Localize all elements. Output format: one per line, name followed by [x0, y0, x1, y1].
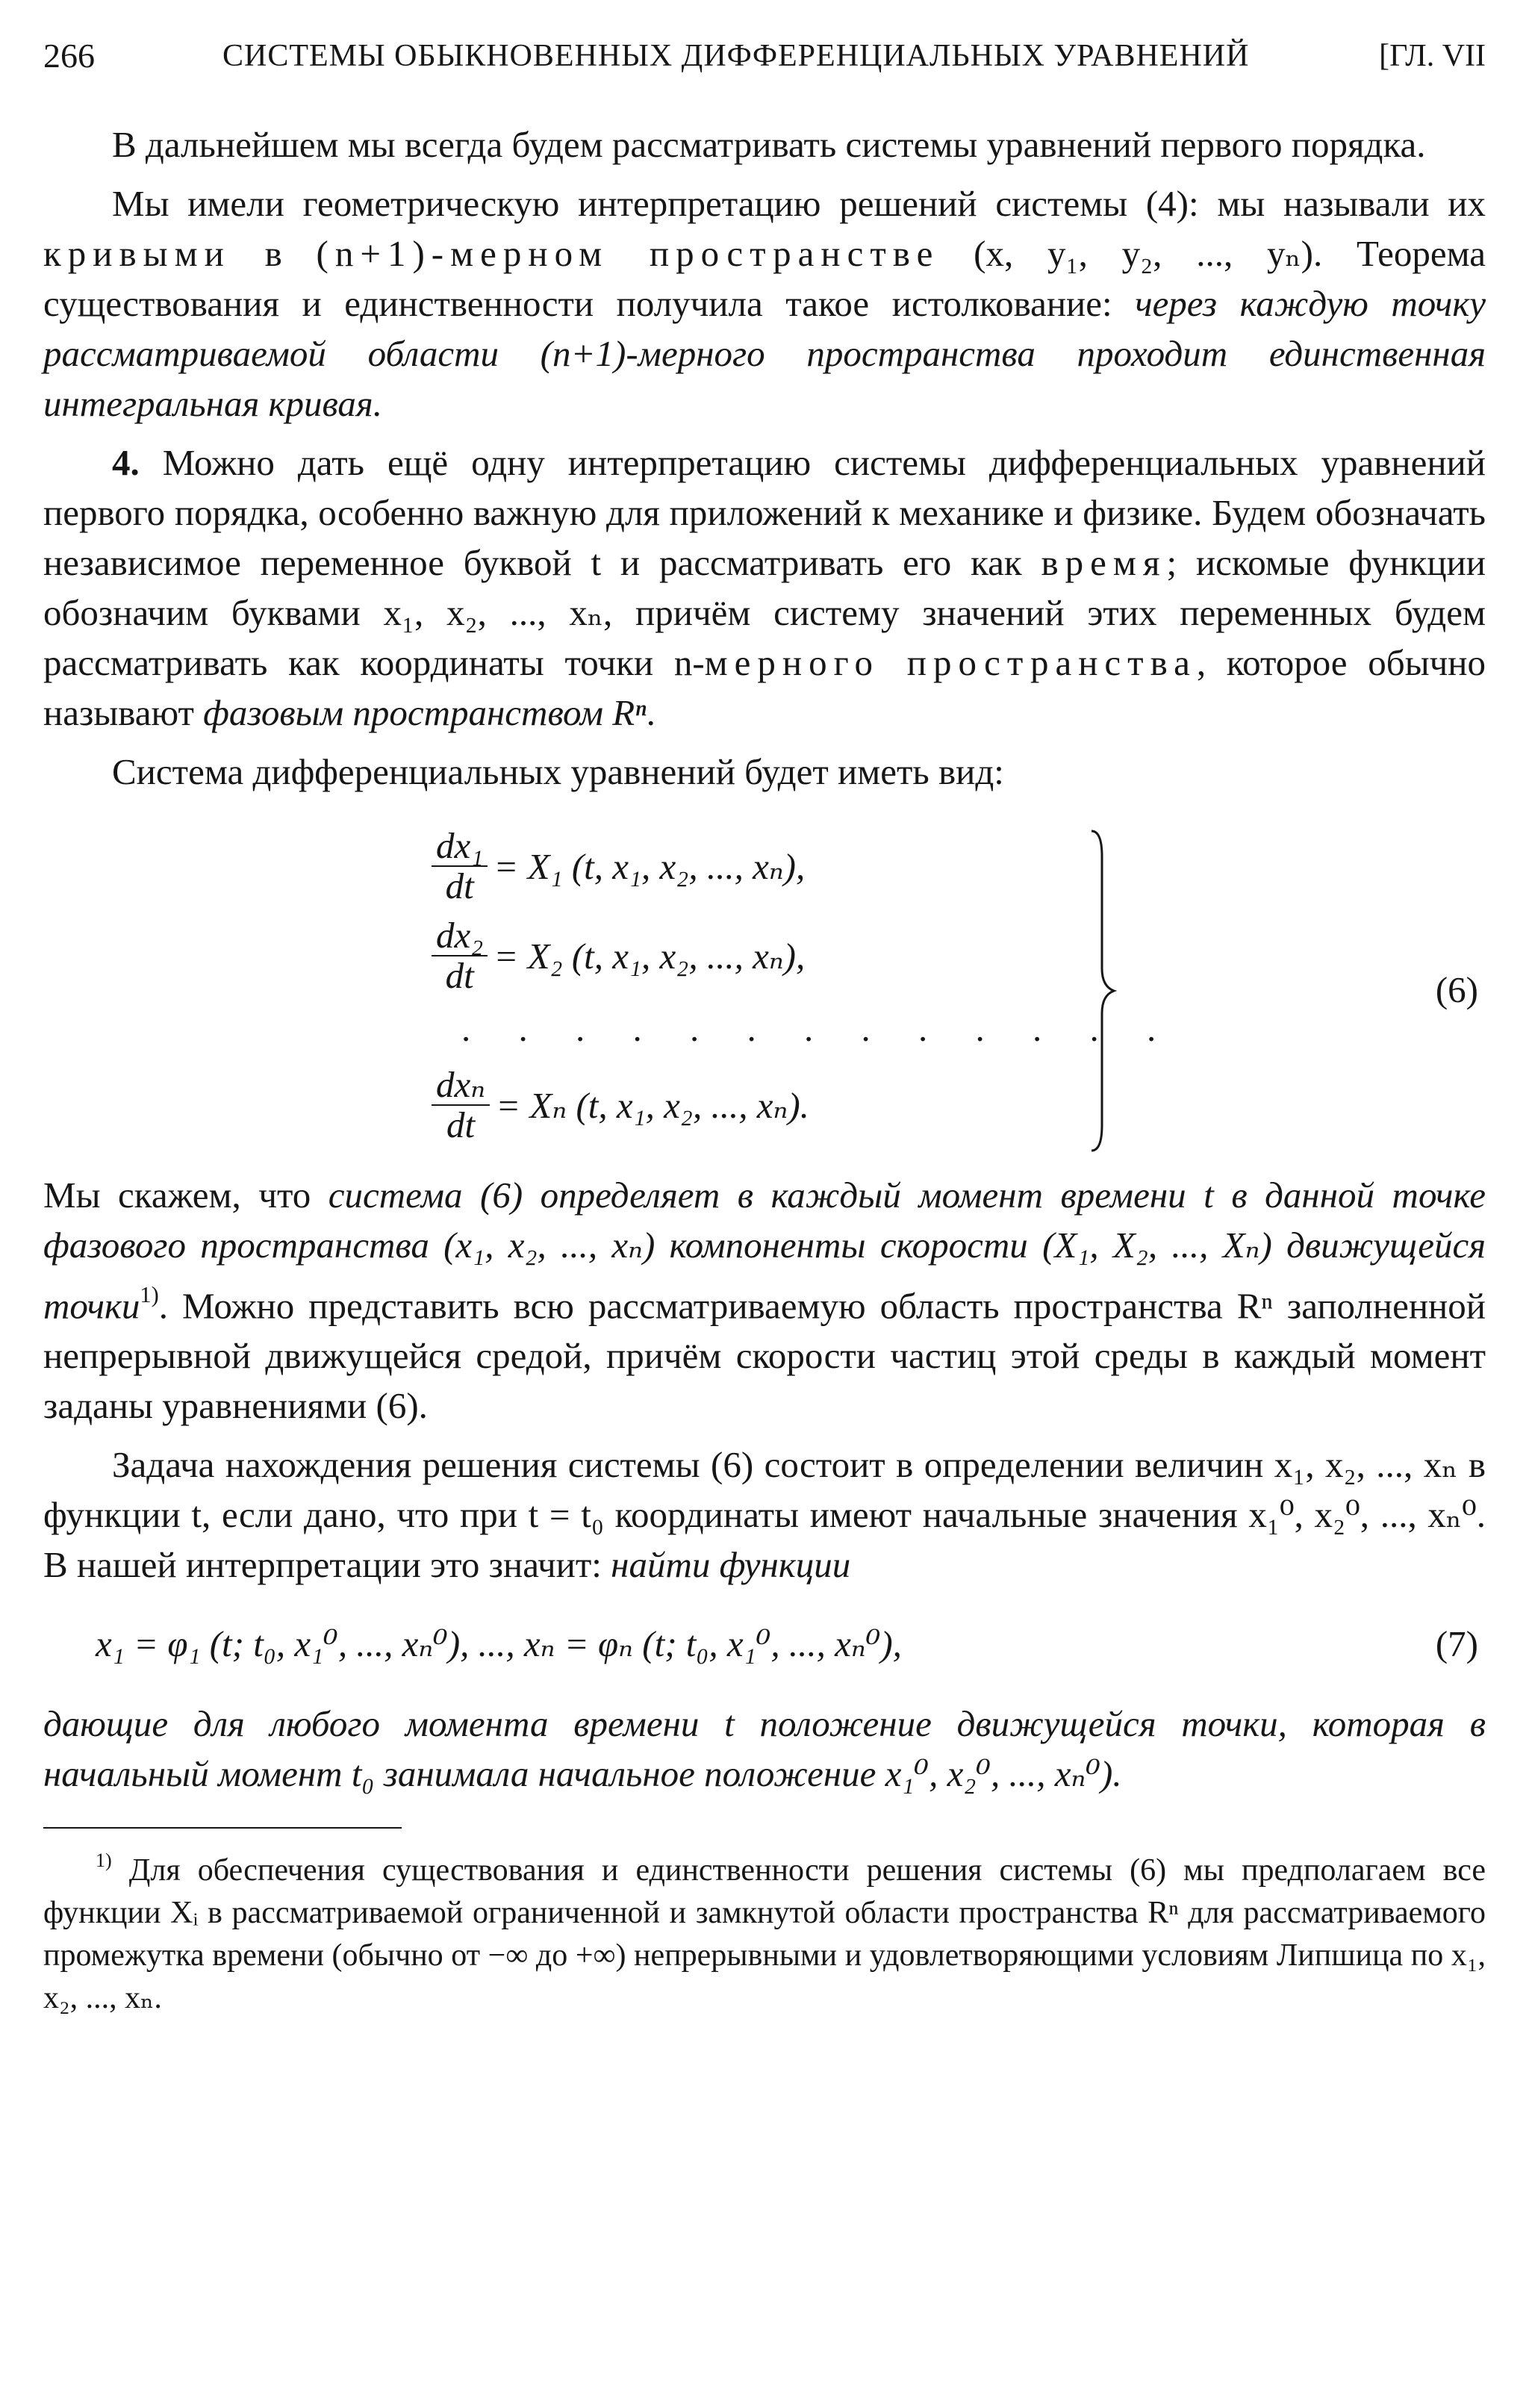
paragraph-3-text-c: ; искомые функции обозначим буквами x₁, x₂, ..., xₙ, причём систему значений этих переменных будем рассматривать как координаты точки n- — [43, 542, 1486, 683]
running-head — [43, 30, 1486, 82]
equation-rhs: = Xₙ (t, x₁, x₂, ..., xₙ). — [496, 1084, 809, 1126]
equation-number-6: (6) — [1435, 969, 1478, 1010]
equation-rhs: = X₂ (t, x₁, x₂, ..., xₙ), — [493, 935, 806, 977]
italic-theorem-statement: через каждую точку рассматриваемой области (n+1)-мерного пространства проходит единственная интегральная кривая. — [43, 283, 1486, 424]
footnote-number: 1) — [96, 1849, 112, 1872]
footnote-mark: 1) — [140, 1282, 159, 1307]
page-body — [43, 119, 1486, 2020]
fraction-denominator: dt — [445, 865, 474, 906]
footnote-text: Для обеспечения существования и единственности решения системы (6) мы предполагаем все функции Xᵢ в рассматриваемой ограниченной и замкнутой области пространства Rⁿ для рассматриваемого промежутка времени (обычно от −∞ до +∞) непрерывными и удовлетворяющими условиям Липшица по x₁, x₂, ..., xₙ. — [43, 1853, 1486, 2016]
section-number: 4. — [112, 442, 140, 483]
paragraph-5-text-c: . Можно представить всю рассматриваемую область пространства Rⁿ заполненной непрерывной движущейся средой, причём скорости частиц этой среды в каждый момент заданы уравнениями (6). — [43, 1285, 1486, 1427]
fraction-numerator: dx₂ — [432, 916, 488, 956]
paragraph-3-text-e: , которое обычно называют — [43, 642, 1486, 733]
paragraph-6-text-a: Задача нахождения решения системы (6) состоит в определении величин x₁, x₂, ..., xₙ в функции t, если дано, что при t = t₀ координаты имеют начальные значения x₁⁰, x₂⁰, ..., xₙ⁰. В нашей интерпретации это значит: — [43, 1444, 1486, 1586]
paragraph-3-text-a: Можно дать ещё одну интерпретацию системы дифференциальных уравнений первого порядка, особенно важную для приложений к механике и физике. Будем обозначать независимое переменное буквой t и рассматривать его как — [43, 442, 1486, 583]
italic-phase-space: фазовым пространством Rⁿ — [203, 692, 647, 733]
footnote-divider — [43, 1827, 402, 1829]
paragraph-6 — [43, 1440, 1486, 1590]
equation-system-6 — [43, 827, 1486, 1155]
equation-row — [432, 1065, 809, 1148]
paragraph-2-text-e: (x, y₁, y₂, ..., yₙ). Теорема существования и единственности получила такое истолкование: — [43, 233, 1486, 324]
spaced-term-time: время — [1041, 542, 1167, 583]
italic-velocity-statement: система (6) определяет в каждый момент времени t в данной точке фазового пространства (x₁, x₂, ..., xₙ) компоненты скорости (X₁, X₂, ..., Xₙ) движущейся точки — [43, 1175, 1486, 1327]
book-page — [43, 30, 1486, 2382]
equation-row — [432, 916, 805, 998]
paragraph-1: В дальнейшем мы всегда будем рассматривать системы уравнений первого порядка. — [112, 124, 1426, 165]
spaced-term-curves: кривыми — [43, 233, 231, 274]
paragraph-2 — [43, 178, 1486, 429]
spaced-term-space: (n+1)-мерном пространстве — [316, 233, 940, 274]
italic-find-functions: найти функции — [611, 1544, 851, 1586]
fraction-numerator: dxₙ — [432, 1065, 490, 1106]
spaced-term-dimensional-space: мерного пространства — [704, 642, 1197, 683]
paragraph-2-text-c: в — [230, 233, 317, 274]
equation-row — [432, 827, 805, 909]
paragraph-5-text-a: Мы скажем, что — [43, 1175, 328, 1216]
derivative-fraction — [432, 827, 488, 906]
page-number: 266 — [43, 37, 95, 75]
fraction-denominator: dt — [446, 1104, 476, 1145]
derivative-fraction — [432, 916, 488, 995]
paragraph-4: Система дифференциальных уравнений будет иметь вид: — [112, 751, 1004, 792]
paragraph-3-text-g: . — [646, 692, 655, 733]
fraction-denominator: dt — [445, 955, 474, 996]
derivative-fraction — [432, 1065, 490, 1145]
paragraph-5 — [43, 1170, 1486, 1431]
paragraph-2-text-a: Мы имели геометрическую интерпретацию решений системы (4): мы называли их — [112, 183, 1486, 224]
paragraph-3 — [43, 438, 1486, 738]
equation-number-7: (7) — [1435, 1623, 1478, 1665]
right-brace-icon — [1089, 827, 1118, 1155]
fraction-numerator: dx₁ — [432, 827, 488, 867]
footnote — [43, 1839, 1486, 2020]
chapter-label: [ГЛ. VII — [1379, 39, 1486, 73]
equation-rhs: = X₁ (t, x₁, x₂, ..., xₙ), — [493, 845, 806, 887]
paragraph-7: дающие для любого момента времени t положение движущейся точки, которая в начальный момент t₀ занимала начальное положение x₁⁰, x₂⁰, ..., xₙ⁰). — [43, 1703, 1486, 1795]
equation-7 — [43, 1606, 1486, 1688]
running-title: СИСТЕМЫ ОБЫКНОВЕННЫХ ДИФФЕРЕНЦИАЛЬНЫХ УРАВНЕНИЙ — [222, 39, 1250, 73]
equation-7-body: x₁ = φ₁ (t; t₀, x₁⁰, ..., xₙ⁰), ..., xₙ = φₙ (t; t₀, x₁⁰, ..., xₙ⁰), — [96, 1623, 902, 1665]
ellipsis-row: . . . . . . . . . . . . . — [461, 1008, 1176, 1049]
